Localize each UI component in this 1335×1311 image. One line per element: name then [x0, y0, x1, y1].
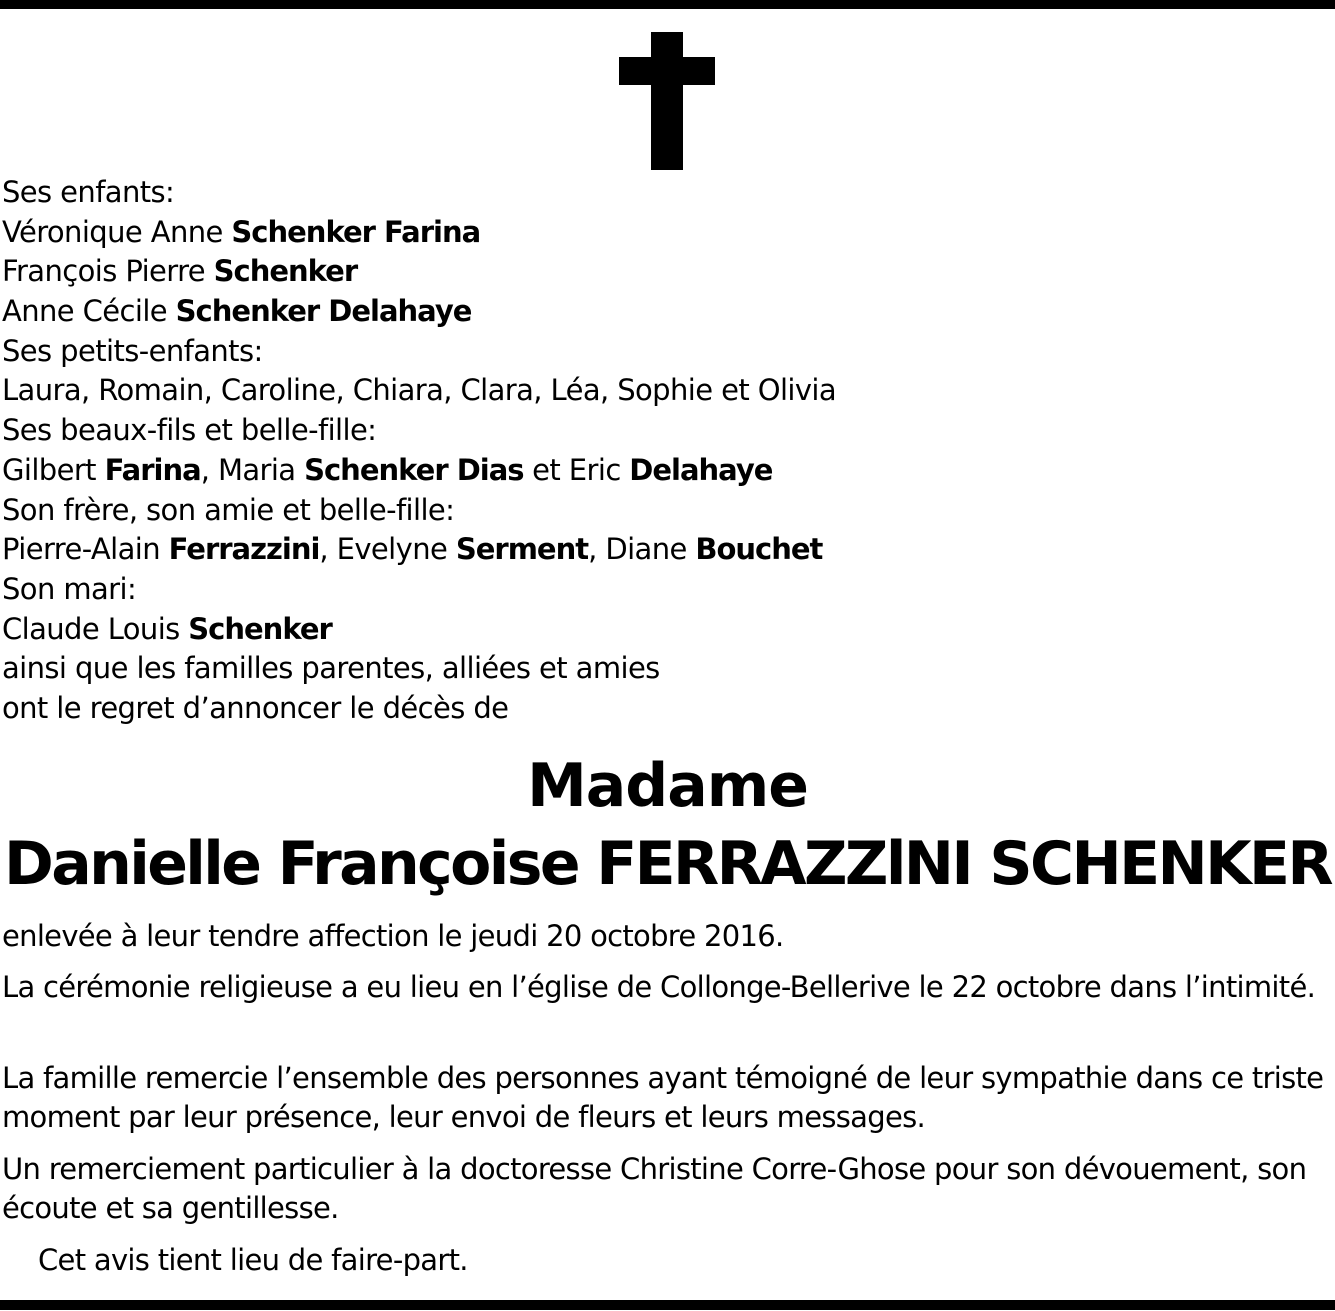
- family-surname: Serment: [455, 532, 589, 567]
- family-line: [2, 530, 1332, 570]
- family-text: ont le regret d’annoncer le décès de: [2, 690, 509, 725]
- family-text: Son frère, son amie et belle-fille:: [2, 492, 455, 527]
- family-members-list: [2, 173, 1332, 729]
- cross-icon-vertical-bar: [651, 32, 683, 170]
- doctor-thanks: Un remerciement particulier à la doctoresse Christine Corre-Ghose pour son dévouement, son écoute et sa gentillesse.: [2, 1152, 1307, 1225]
- family-line: [2, 610, 1332, 650]
- bottom-border-rule: [0, 1300, 1335, 1310]
- family-text: , Evelyne: [319, 532, 456, 567]
- notice-closing: Cet avis tient lieu de faire-part.: [38, 1243, 468, 1277]
- family-text: Ses petits-enfants:: [2, 333, 263, 368]
- family-text: Son mari:: [2, 571, 137, 606]
- family-surname: Schenker: [188, 611, 332, 646]
- family-text: ainsi que les familles parentes, alliées et amies: [2, 651, 660, 686]
- family-text: Ses enfants:: [2, 175, 175, 209]
- cross-icon: [619, 32, 715, 170]
- ceremony-notice: La cérémonie religieuse a eu lieu en l’église de Collonge-Bellerive le 22 octobre dans l’intimité.: [2, 970, 1316, 1004]
- family-surname: Delahaye: [629, 452, 773, 487]
- family-text: , Maria: [200, 452, 305, 487]
- family-surname: Schenker Dias: [304, 452, 524, 487]
- family-line: [2, 570, 1332, 610]
- family-surname: Schenker Farina: [231, 214, 481, 249]
- family-line: [2, 213, 1332, 253]
- family-line: [2, 173, 1332, 213]
- family-line: [2, 332, 1332, 372]
- family-line: [2, 689, 1332, 729]
- family-text: Claude Louis: [2, 611, 189, 646]
- family-line: [2, 649, 1332, 689]
- family-text: Laura, Romain, Caroline, Chiara, Clara, Léa, Sophie et Olivia: [2, 373, 837, 408]
- family-surname: Bouchet: [695, 532, 823, 567]
- family-line: [2, 491, 1332, 531]
- family-text: , Diane: [588, 532, 696, 567]
- family-surname: Schenker Delahaye: [175, 294, 472, 329]
- family-line: [2, 411, 1332, 451]
- family-text: et Eric: [523, 452, 630, 487]
- top-border-rule: [0, 0, 1335, 9]
- family-text: Véronique Anne: [2, 214, 232, 249]
- family-line: [2, 292, 1332, 332]
- deceased-name: Danielle Françoise FERRAZZlNI SCHENKER: [4, 829, 1331, 899]
- deceased-title: Madame: [527, 751, 808, 821]
- family-line: [2, 252, 1332, 292]
- family-text: François Pierre: [2, 254, 214, 289]
- family-text: Gilbert: [2, 452, 105, 487]
- family-line: [2, 451, 1332, 491]
- family-text: Ses beaux-fils et belle-fille:: [2, 413, 377, 448]
- family-line: [2, 371, 1332, 411]
- family-surname: Farina: [104, 452, 201, 487]
- cross-icon-horizontal-bar: [619, 57, 715, 85]
- family-surname: Schenker: [213, 254, 358, 289]
- family-text: Pierre-Alain: [2, 532, 169, 567]
- passing-announcement: enlevée à leur tendre affection le jeudi 20 octobre 2016.: [2, 919, 784, 953]
- family-text: Anne Cécile: [2, 294, 176, 329]
- family-surname: Ferrazzini: [168, 532, 320, 567]
- family-thanks: La famille remercie l’ensemble des personnes ayant témoigné de leur sympathie dans ce triste moment par leur présence, leur envoi de fleurs et leurs messages.: [2, 1061, 1324, 1134]
